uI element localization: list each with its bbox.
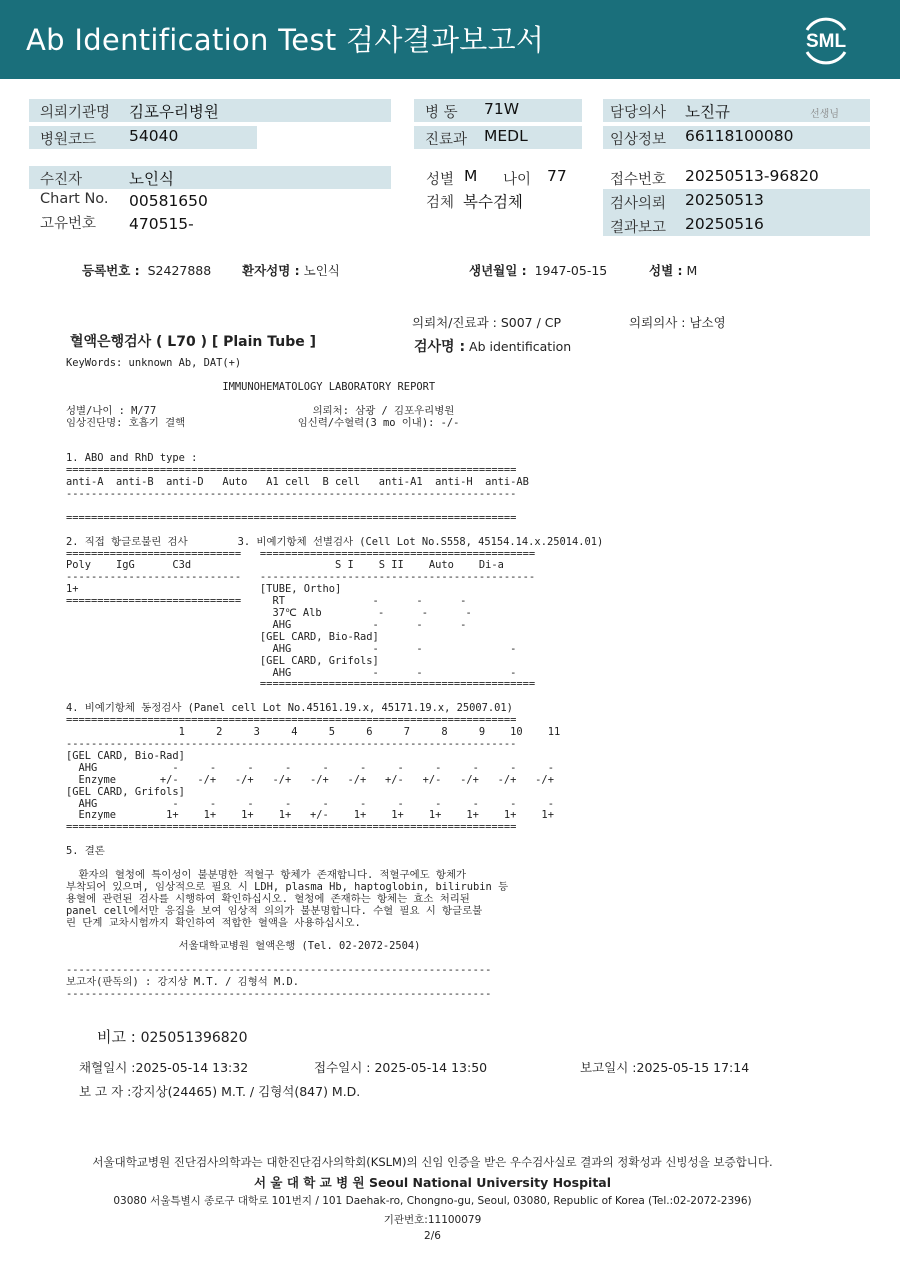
unique-label: 고유번호 [40,216,97,232]
report-date-label: 결과보고 [610,220,667,236]
test-name-value: Ab identification [469,339,572,354]
receive-label: 접수일시 : [314,1060,371,1075]
clinical-label: 임상정보 [610,132,667,148]
reg-no [82,261,211,279]
hospital-label: 의뢰기관명 [40,105,111,121]
dept-value: MEDL [484,127,528,145]
report-time [580,1058,749,1076]
reporter-value: 강지상(24465) M.T. / 김형석(847) M.D. [131,1084,361,1099]
test-title: 혈액은행검사 ( L70 ) [ Plain Tube ] [70,334,317,350]
age-label: 나이 [503,172,532,188]
reporter-label: 보 고 자 : [79,1084,132,1099]
doctor-value: 노진규 [685,103,730,121]
sex-value: M [464,167,478,185]
sml-logo [797,14,855,68]
test-dept-line: 의뢰처/진료과 : S007 / CP [412,315,562,330]
patient-value: 노인식 [129,170,174,188]
reg-sex-label: 성별 : [649,263,683,278]
reg-no-value: S2427888 [147,263,212,278]
remark-label: 비고 : [97,1028,136,1046]
reg-dob-value: 1947-05-15 [534,263,608,278]
specimen-label: 검체 [426,195,455,211]
reg-name-value: 노인식 [303,263,340,278]
doctor-label: 담당의사 [610,105,667,121]
receive-value: 2025-05-14 13:50 [374,1060,488,1075]
report-date-value: 20250516 [685,215,764,233]
page-number: 2/6 [424,1230,441,1242]
receipt-label: 접수번호 [610,172,667,188]
patient-label: 수진자 [40,172,83,188]
test-name-label: 검사명 : [414,339,466,355]
sex-label: 성별 [426,172,455,188]
reg-sex-value: M [686,263,698,278]
logo-text: SML [805,31,847,52]
chart-value: 00581650 [129,192,208,210]
lab-report-text: KeyWords: unknown Ab, DAT(+) IMMUNOHEMATOLOGY LABORATORY REPORT 성별/나이 : M/77 의뢰처: 삼광 / 김포우리병원 임상진단명: 호흡기 결핵 임신력/수혈력(3 mo 이내): -/- 1. ABO and RhD type : ======================================================================== anti-A anti-B anti-D Auto A1 cell B cell anti-A1 anti-H anti-AB ------------------------------------------------------------------------ ======================================================================== 2. 직접 항글로불린 검사 3. 비예기항체 선별검사 (Cell Lot No.S558, 45154.14.x.25014.01) ============================ ============================================ Poly IgG C3d S I S II Auto Di-a ---------------------------- -------------------------------------------- 1+ [TUBE, Ortho] ============================ RT - - - 37℃ Alb - - - AHG - - - [GEL CARD, Bio-Rad] AHG - - - [GEL CARD, Grifols] AHG - - - ============================================ 4. 비예기항체 동정검사 (Panel cell Lot No.45161.19.x, 45171.19.x, 25007.01) ======================================================================== 1 2 3 4 5 6 7 8 9 10 11 ------------------------------------------------------------------------ [GEL CARD, Bio-Rad] AHG - - - - - - - - - - - Enzyme +/- -/+ -/+ -/+ -/+ -/+ +/- +/- -/+ -/+ -/+ [GEL CARD, Grifols] AHG - - - - - - - - - - - Enzyme 1+ 1+ 1+ 1+ +/- 1+ 1+ 1+ 1+ 1+ 1+ ======================================================================== 5. 결론 환자의 혈청에 특이성이 불분명한 적혈구 항체가 존재합니다. 적혈구에도 항체가 부착되어 있으며, 임상적으로 필요 시 LDH, plasma Hb, haptoglobin, bilirubin 등 용혈에 관련된 검사를 시행하여 확인하십시오. 혈청에 존재하는 항체는 효소 처리된 panel cell에서만 응집을 보여 임상적 의의가 불분명합니다. 수혈 필요 시 항글로불 린 단계 교차시험까지 확인하여 적합한 혈액을 사용하십시오. 서울대학교병원 혈액은행 (Tel. 02-2072-2504) -------------------------------------------------------------------- 보고자(판독의) : 강지상 M.T. / 김형석 M.D. -------------------------------------------------------------------- [66,357,604,1001]
hospital-code-label: 병원코드 [40,132,97,148]
org-number: 기관번호:11100079 [383,1214,482,1226]
collect-time [79,1058,248,1076]
reg-no-label: 등록번호 : [82,263,140,278]
report-title: Ab Identification Test 검사결과보고서 [26,23,545,57]
hospital-value: 김포우리병원 [129,103,219,121]
remark [97,1026,247,1047]
receipt-value: 20250513-96820 [685,167,819,185]
reg-dob-label: 생년월일 : [469,263,527,278]
remark-value: 025051396820 [140,1030,248,1046]
reg-name-label: 환자성명 : [242,263,300,278]
request-label: 검사의뢰 [610,196,667,212]
reg-sex [649,261,697,279]
age-value: 77 [547,167,567,185]
report-time-label: 보고일시 : [580,1060,637,1075]
reg-name [242,261,340,279]
report-header [0,0,900,79]
collect-label: 채혈일시 : [79,1060,136,1075]
specimen-value: 복수검체 [463,193,523,211]
clinical-value: 66118100080 [685,127,794,145]
reg-dob [469,261,607,279]
unique-value: 470515- [129,215,194,233]
hospital-code-value: 54040 [129,127,179,145]
chart-label: Chart No. [40,191,109,207]
collect-value: 2025-05-14 13:32 [135,1060,249,1075]
hospital-address: 03080 서울특별시 종로구 대학로 101번지 / 101 Daehak-ro, Chongno-gu, Seoul, 03080, Republic of Korea (Tel.:02-2072-2396) [113,1195,752,1207]
ward-value: 71W [484,100,520,118]
ward-label: 병 동 [425,105,458,121]
test-name [414,336,571,356]
test-req-doctor: 의뢰의사 : 남소영 [629,315,726,330]
certification-text: 서울대학교병원 진단검사의학과는 대한진단검사의학회(KSLM)의 신임 인증을 받은 우수검사실로 결과의 정확성과 신빙성을 보증합니다. [92,1155,773,1169]
reporter [79,1082,360,1100]
dept-label: 진료과 [425,132,468,148]
doctor-suffix: 선생님 [810,109,839,120]
report-time-value: 2025-05-15 17:14 [636,1060,750,1075]
request-value: 20250513 [685,191,764,209]
patient-field [29,166,391,189]
hospital-name: 서 울 대 학 교 병 원 Seoul National University Hospital [253,1175,612,1190]
receive-time [314,1058,487,1076]
